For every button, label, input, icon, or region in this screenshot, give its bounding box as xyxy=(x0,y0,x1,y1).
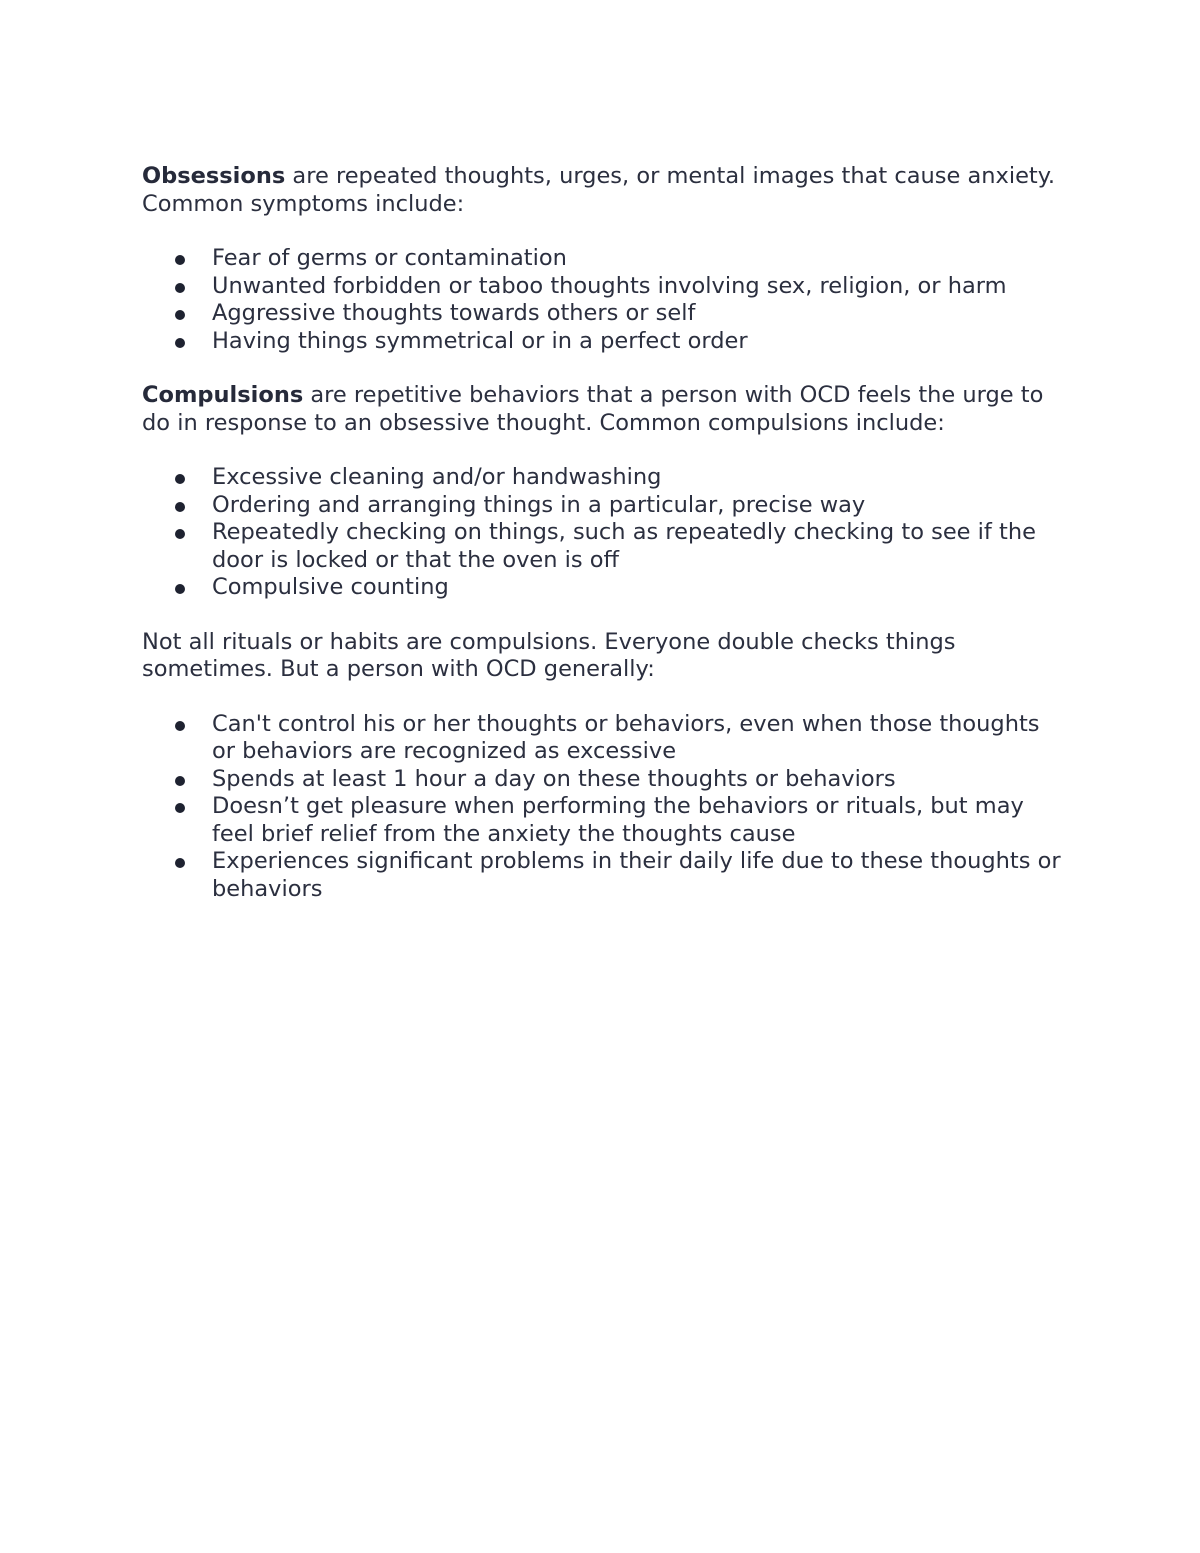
compulsions-term: Compulsions xyxy=(142,382,304,408)
ocd-criteria-paragraph xyxy=(142,629,1067,684)
compulsions-paragraph xyxy=(142,382,1067,437)
list-item-text: Excessive cleaning and/or handwashing xyxy=(212,464,662,490)
bullet-icon xyxy=(175,310,185,320)
bullet-icon xyxy=(175,529,185,539)
list-item-text: Experiences significant problems in their daily life due to these thoughts or behaviors xyxy=(212,848,1061,902)
bullet-icon xyxy=(175,803,185,813)
compulsions-intro: are repetitive behaviors that a person with OCD feels the urge to do in response to an obsessive thought. Common compulsions include: xyxy=(142,382,1044,436)
bullet-icon xyxy=(175,338,185,348)
bullet-icon xyxy=(175,502,185,512)
list-item-text: Fear of germs or contamination xyxy=(212,245,567,271)
list-item-text: Ordering and arranging things in a particular, precise way xyxy=(212,491,866,518)
list-item xyxy=(142,711,1067,766)
list-item-text: Unwanted forbidden or taboo thoughts involving sex, religion, or harm xyxy=(212,272,1007,299)
ocd-criteria-intro: Not all rituals or habits are compulsions. Everyone double checks things sometimes. But a person with OCD generally: xyxy=(142,628,956,682)
list-item xyxy=(142,245,1067,273)
list-item xyxy=(142,492,1067,520)
bullet-icon xyxy=(175,776,185,786)
list-item xyxy=(142,848,1067,903)
obsessions-paragraph xyxy=(142,163,1067,218)
list-item xyxy=(142,766,1067,794)
ocd-criteria-list xyxy=(142,711,1067,904)
list-item xyxy=(142,793,1067,848)
bullet-icon xyxy=(175,474,185,484)
document-body xyxy=(142,163,1067,903)
obsessions-term: Obsessions xyxy=(142,163,286,189)
list-item-text: Repeatedly checking on things, such as repeatedly checking to see if the door is locked or that the oven is off xyxy=(212,519,1036,573)
list-item xyxy=(142,300,1067,328)
list-item xyxy=(142,519,1067,574)
bullet-icon xyxy=(175,858,185,868)
list-item-text: Aggressive thoughts towards others or self xyxy=(212,300,696,326)
list-item-text: Doesn’t get pleasure when performing the behaviors or rituals, but may feel brief relief from the anxiety the thoughts cause xyxy=(212,793,1024,847)
list-item-text: Having things symmetrical or in a perfect order xyxy=(212,327,748,354)
bullet-icon xyxy=(175,255,185,265)
list-item-text: Can't control his or her thoughts or behaviors, even when those thoughts or behaviors are recognized as excessive xyxy=(212,710,1040,764)
list-item-text: Spends at least 1 hour a day on these thoughts or behaviors xyxy=(212,765,896,792)
bullet-icon xyxy=(175,283,185,293)
compulsions-list xyxy=(142,464,1067,602)
list-item xyxy=(142,574,1067,602)
list-item xyxy=(142,273,1067,301)
bullet-icon xyxy=(175,584,185,594)
obsessions-list xyxy=(142,245,1067,355)
list-item xyxy=(142,464,1067,492)
list-item-text: Compulsive counting xyxy=(212,574,449,600)
obsessions-intro: are repeated thoughts, urges, or mental images that cause anxiety. Common symptoms include: xyxy=(142,163,1056,217)
bullet-icon xyxy=(175,721,185,731)
list-item xyxy=(142,328,1067,356)
